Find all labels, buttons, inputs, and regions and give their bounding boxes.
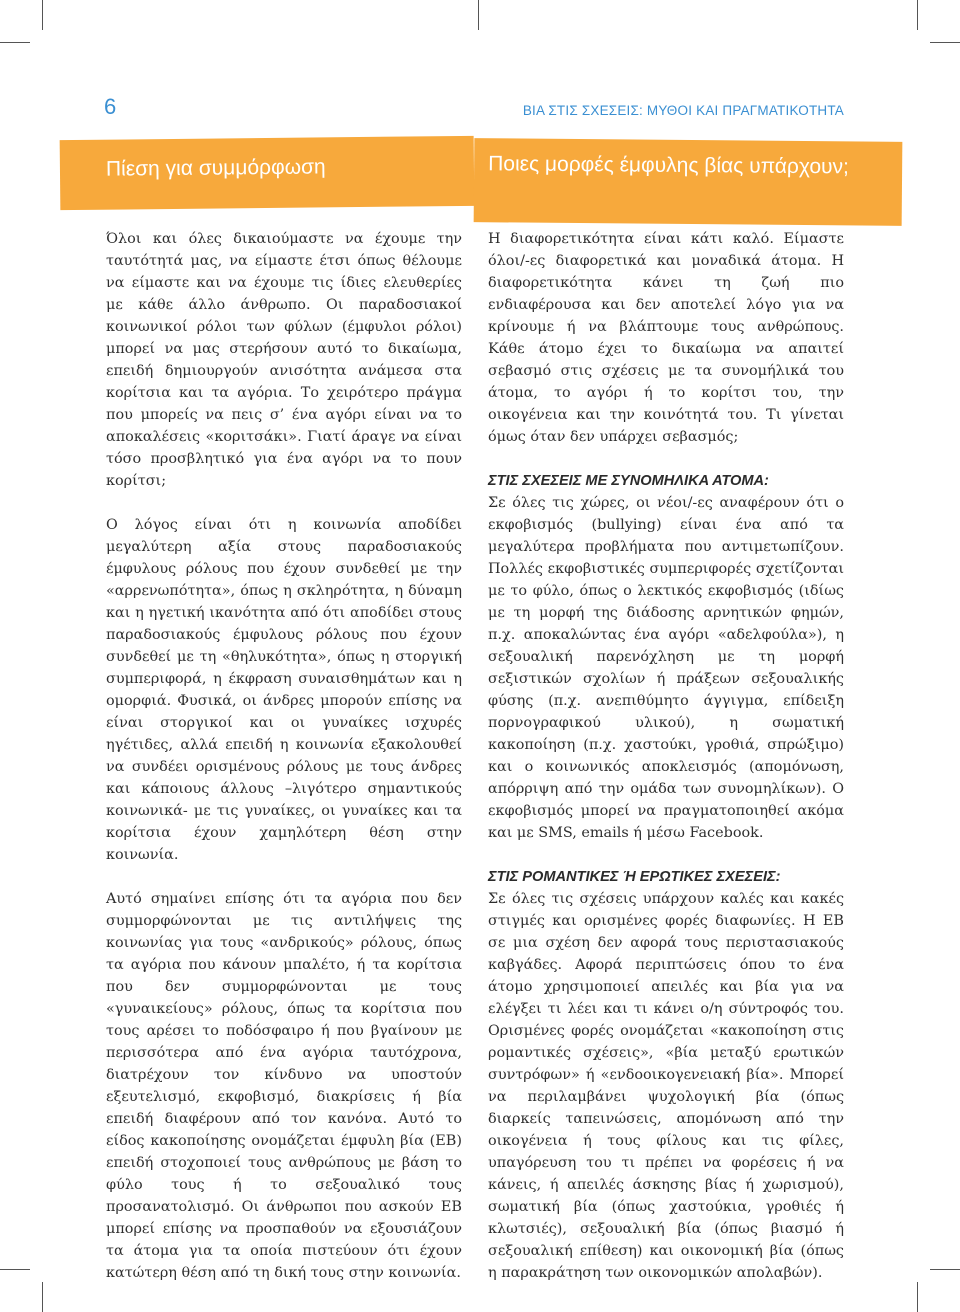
intro-paragraph: Η διαφορετικότητα είναι κάτι καλό. Είμαστε όλοι/-ες διαφορετικά και μοναδικά άτομα. Η διαφορετικότητα κάνει τη ζωή πιο ενδιαφέρουσα και δεν αποτελεί λόγο για να κρίνουμε ή να βλάπτουμε τους ανθρώπους. Κάθε άτομο έχει το δικαίωμα να απαιτεί σεβασμό στις σχέσεις με τα συνομήλικά του άτομα, το αγόρι ή το κορίτσι του, την οικογένεια και την κοινότητά του. Τι γίνεται όμως όταν δεν υπάρχει σεβασμός; bbox=[488, 231, 844, 445]
right-column bbox=[488, 228, 844, 1306]
crop-mark bbox=[42, 0, 43, 30]
body-paragraph: Σε όλες τις χώρες, οι νέοι/-ες αναφέρουν ότι ο εκφοβισμός (bullying) είναι ένα από τα μεγαλύτερα προβλήματα που αντιμετωπίζουν. Πολλές εκφοβιστικές συμπεριφορές σχετίζονται με το φύλο, όπως ο λεκτικός εκφοβισμός (ιδίως με τη μορφή της διάδοσης αρνητικών φημών, π.χ. αποκαλώντας ένα αγόρι «αδελφούλα»), η σεξουαλική παρενόχληση με τη μορφή σεξιστικών σχολίων ή πράξεων σεξουαλικής φύσης (π.χ. ανεπιθύμητο άγγιγμα, επίδειξη πορνογραφικού υλικού), η σωματική κακοποίηση (π.χ. χαστούκι, γροθιά, σπρώξιμο) και ο κοινωνικός αποκλεισμός (απομόνωση, απόρριψη από την ομάδα των συνομηλίκων). Ο εκφοβισμός μπορεί να πραγματοποιηθεί ακόμα και με SMS, emails ή μέσω Facebook. bbox=[488, 495, 844, 841]
section-title-left: Πίεση για συμμόρφωση bbox=[105, 155, 326, 181]
body-paragraph: Ο λόγος είναι ότι η κοινωνία αποδίδει μεγαλύτερη αξία στους παραδοσιακούς έμφυλους ρόλους που έχουν συνδεθεί με την «αρρενωπότητα», όπως η σκληρότητα, η δύναμη και η ηγετική ικανότητα από ότι αποδίδει στους παραδοσιακούς έμφυλους ρόλους που έχουν συνδεθεί με τη «θηλυκότητα», όπως η στοργική συμπεριφορά, η έκφραση συναισθημάτων και η ομορφιά. Φυσικά, οι άνδρες μπορούν επίσης να είναι στοργικοί και οι γυναίκες ισχυρές ηγέτιδες, αλλά επειδή η κοινωνία εξακολουθεί να συνδέει ορισμένους ρόλους με τους άνδρες και κάποιους άλλους –λιγότερο σημαντικούς κοινωνικά- με τις γυναίκες, οι γυναίκες και τα κορίτσια έχουν χαμηλότερη θέση στην κοινωνία. bbox=[106, 517, 462, 863]
section-banner-left bbox=[60, 136, 475, 210]
crop-mark bbox=[917, 0, 918, 30]
body-paragraph: Αυτό σημαίνει επίσης ότι τα αγόρια που δεν συμμορφώνονται με τις αντιλήψεις της κοινωνίας για τους «ανδρικούς» ρόλους, όπως τα αγόρια που κάνουν μπαλέτο, ή τα κορίτσια που δεν συμμορφώνονται με τους «γυναικείους» ρόλους, όπως τα κορίτσια που τους αρέσει το ποδόσφαιρο ή που βγαίνουν με περισσότερα από ένα αγόρια ταυτόχρονα, διατρέχουν τον κίνδυνο να υποστούν εξευτελισμό, εκφοβισμό, διακρίσεις ή βία επειδή διαφέρουν από τον κανόνα. Αυτό το είδος κακοποίησης ονομάζεται έμφυλη βία (ΕΒ) επειδή στοχοποιεί τους ανθρώπους με βάση το φύλο τους ή το σεξουαλικό τους προσανατολισμό. Οι άνθρωποι που ασκούν ΕΒ μπορεί επίσης να προσπαθούν να εξουσιάζουν τα άτομα για τα οποία πιστεύουν ότι έχουν κατώτερη θέση από τη δική τους στην κοινωνία. bbox=[106, 891, 462, 1281]
section-title-right: Ποιες μορφές έμφυλης βίας υπάρχουν; bbox=[488, 152, 849, 179]
running-header: ΒΙΑ ΣΤΙΣ ΣΧΕΣΕΙΣ: ΜΥΘΟΙ ΚΑΙ ΠΡΑΓΜΑΤΙΚΟΤΗΤΑ bbox=[522, 103, 844, 118]
subheading-romantic: ΣΤΙΣ ΡΟΜΑΝΤΙΚΕΣ Ή ΕΡΩΤΙΚΕΣ ΣΧΕΣΕΙΣ: bbox=[488, 869, 781, 885]
crop-mark bbox=[930, 42, 960, 43]
page-number: 6 bbox=[104, 94, 117, 119]
crop-mark bbox=[478, 0, 479, 30]
crop-mark bbox=[0, 42, 30, 43]
crop-mark bbox=[0, 1269, 30, 1270]
body-paragraph: Όλοι και όλες δικαιούμαστε να έχουμε την ταυτότητά μας, να είμαστε έτσι όπως θέλουμε να είμαστε και να έχουμε τις ίδιες ελευθερίες με κάθε άλλο άνθρωπο. Οι παραδοσιακοί κοινωνικοί ρόλοι των φύλων (έμφυλοι ρόλοι) μπορεί να μας στερήσουν αυτό το δικαίωμα, επειδή δημιουργούν ανισότητα ανάμεσα στα κορίτσια και τα αγόρια. Το χειρότερο πράγμα που μπορείς να πεις σ’ ένα αγόρι είναι να το αποκαλέσεις «κοριτσάκι». Γιατί άραγε να είναι τόσο προσβλητικό για ένα αγόρι να το πουν κορίτσι; bbox=[106, 231, 462, 489]
section-banner-right bbox=[474, 138, 903, 226]
left-column bbox=[106, 228, 462, 1306]
crop-mark bbox=[42, 1282, 43, 1312]
crop-mark bbox=[930, 1269, 960, 1270]
body-paragraph: Σε όλες τις σχέσεις υπάρχουν καλές και κακές στιγμές και ορισμένες φορές διαφωνίες. Η ΕΒ σε μια σχέση δεν αφορά τους περιστασιακούς καβγάδες. Αφορά περιπτώσεις όπου το ένα άτομο χρησιμοποιεί απειλές και βία για να ελέγξει τι λέει και τι κάνει ο/η σύντροφός του. Ορισμένες φορές ονομάζεται «κακοποίηση στις ρομαντικές σχέσεις», «βία μεταξύ ερωτικών συντρόφων» ή «ενδοοικογενειακή βία». Μπορεί να περιλαμβάνει ψυχολογική βία (όπως διαρκείς ταπεινώσεις, απομόνωση από την οικογένεια ή τους φίλους και τις φίλες, υπαγόρευση του τι πρέπει να φορέσεις ή να κάνεις, ή απειλές άσκησης βίας ή χωρισμού), σωματική βία (όπως χαστούκια, γροθιές ή κλωτσιές), σεξουαλική βία (όπως βιασμό ή σεξουαλική επίθεση) και οικονομική βία (όπως η παρακράτηση των οικονομικών απολαβών). bbox=[488, 891, 844, 1281]
crop-mark bbox=[917, 1282, 918, 1312]
subheading-peers: ΣΤΙΣ ΣΧΕΣΕΙΣ ΜΕ ΣΥΝΟΜΗΛΙΚΑ ΑΤΟΜΑ: bbox=[488, 473, 769, 489]
